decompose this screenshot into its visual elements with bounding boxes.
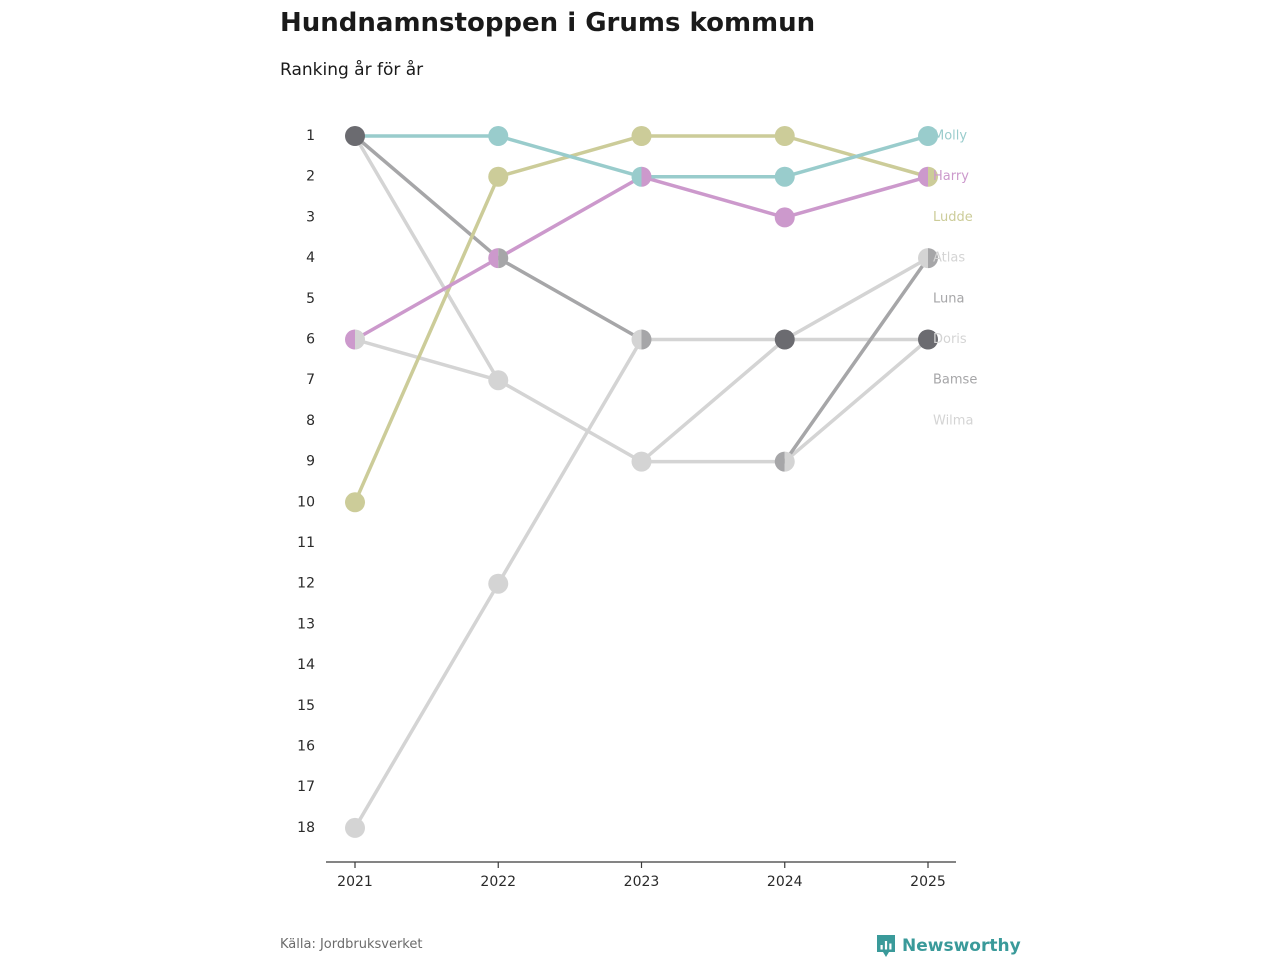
series-markers [345, 126, 938, 838]
source-note: Källa: Jordbruksverket [280, 937, 423, 952]
marker-2024-rank-2 [775, 167, 795, 187]
y-tick-label-16: 16 [297, 738, 315, 755]
series-label-wilma: Wilma [933, 413, 974, 429]
series-lines [355, 136, 928, 828]
y-axis-ticks [297, 128, 315, 836]
y-tick-label-9: 9 [306, 453, 315, 470]
series-label-luna: Luna [933, 291, 965, 307]
marker-2022-rank-4 [488, 248, 508, 268]
chart-title: Hundnamnstoppen i Grums kommun [280, 8, 816, 38]
x-tick-label-2024: 2024 [766, 874, 803, 890]
y-tick-label-1: 1 [306, 128, 315, 144]
marker-2024-rank-1 [775, 126, 795, 146]
brand-name: Newsworthy [902, 936, 1021, 956]
y-tick-label-5: 5 [306, 290, 315, 307]
series-label-atlas: Atlas [933, 250, 966, 266]
marker-2023-rank-9 [632, 452, 652, 472]
series-label-ludde: Ludde [933, 209, 973, 225]
marker-2022-rank-1 [488, 126, 508, 146]
marker-2023-rank-1 [632, 126, 652, 146]
y-tick-label-10: 10 [297, 494, 315, 511]
x-tick-label-2025: 2025 [910, 874, 946, 890]
x-axis [326, 862, 956, 890]
series-label-doris: Doris [933, 332, 967, 347]
marker-2023-rank-6 [632, 330, 652, 350]
x-tick-label-2022: 2022 [480, 874, 517, 890]
y-tick-label-11: 11 [297, 535, 315, 551]
y-tick-label-8: 8 [306, 412, 315, 429]
marker-2024-rank-9 [775, 452, 795, 472]
y-tick-label-2: 2 [306, 168, 315, 185]
marker-2022-rank-12 [488, 574, 508, 594]
brand-logo [876, 934, 1021, 958]
y-tick-label-13: 13 [297, 616, 315, 633]
series-line-harry-7 [355, 177, 928, 340]
marker-2024-rank-6 [775, 330, 795, 350]
y-tick-label-15: 15 [297, 697, 315, 714]
y-tick-label-17: 17 [297, 779, 315, 796]
marker-2021-rank-10 [345, 492, 365, 512]
marker-2022-rank-7 [488, 370, 508, 390]
series-line-atlas-3 [642, 258, 929, 462]
series-line-luna-4 [355, 136, 642, 340]
bar-chart-badge-icon [876, 934, 896, 958]
series-line-ludde-6 [355, 136, 928, 502]
marker-2021-rank-6 [345, 330, 365, 350]
series-labels [933, 129, 977, 429]
marker-2024-rank-3 [775, 207, 795, 227]
chart-subtitle: Ranking år för år [280, 60, 424, 80]
y-tick-label-3: 3 [306, 209, 315, 226]
series-label-harry: Harry [933, 169, 969, 185]
series-label-molly: Molly [933, 128, 968, 144]
y-tick-label-4: 4 [306, 250, 315, 267]
y-tick-label-18: 18 [297, 819, 315, 836]
series-line-wilma-0 [355, 340, 928, 462]
marker-2021-rank-1 [345, 126, 365, 146]
y-tick-label-6: 6 [306, 331, 315, 348]
series-label-bamse: Bamse [933, 372, 978, 388]
y-tick-label-7: 7 [306, 372, 315, 389]
y-tick-label-14: 14 [297, 657, 315, 674]
y-tick-label-12: 12 [297, 575, 315, 592]
x-tick-label-2023: 2023 [623, 874, 660, 890]
marker-2021-rank-18 [345, 818, 365, 838]
marker-2022-rank-2 [488, 167, 508, 187]
marker-2023-rank-2 [632, 167, 652, 187]
x-tick-label-2021: 2021 [337, 874, 373, 890]
